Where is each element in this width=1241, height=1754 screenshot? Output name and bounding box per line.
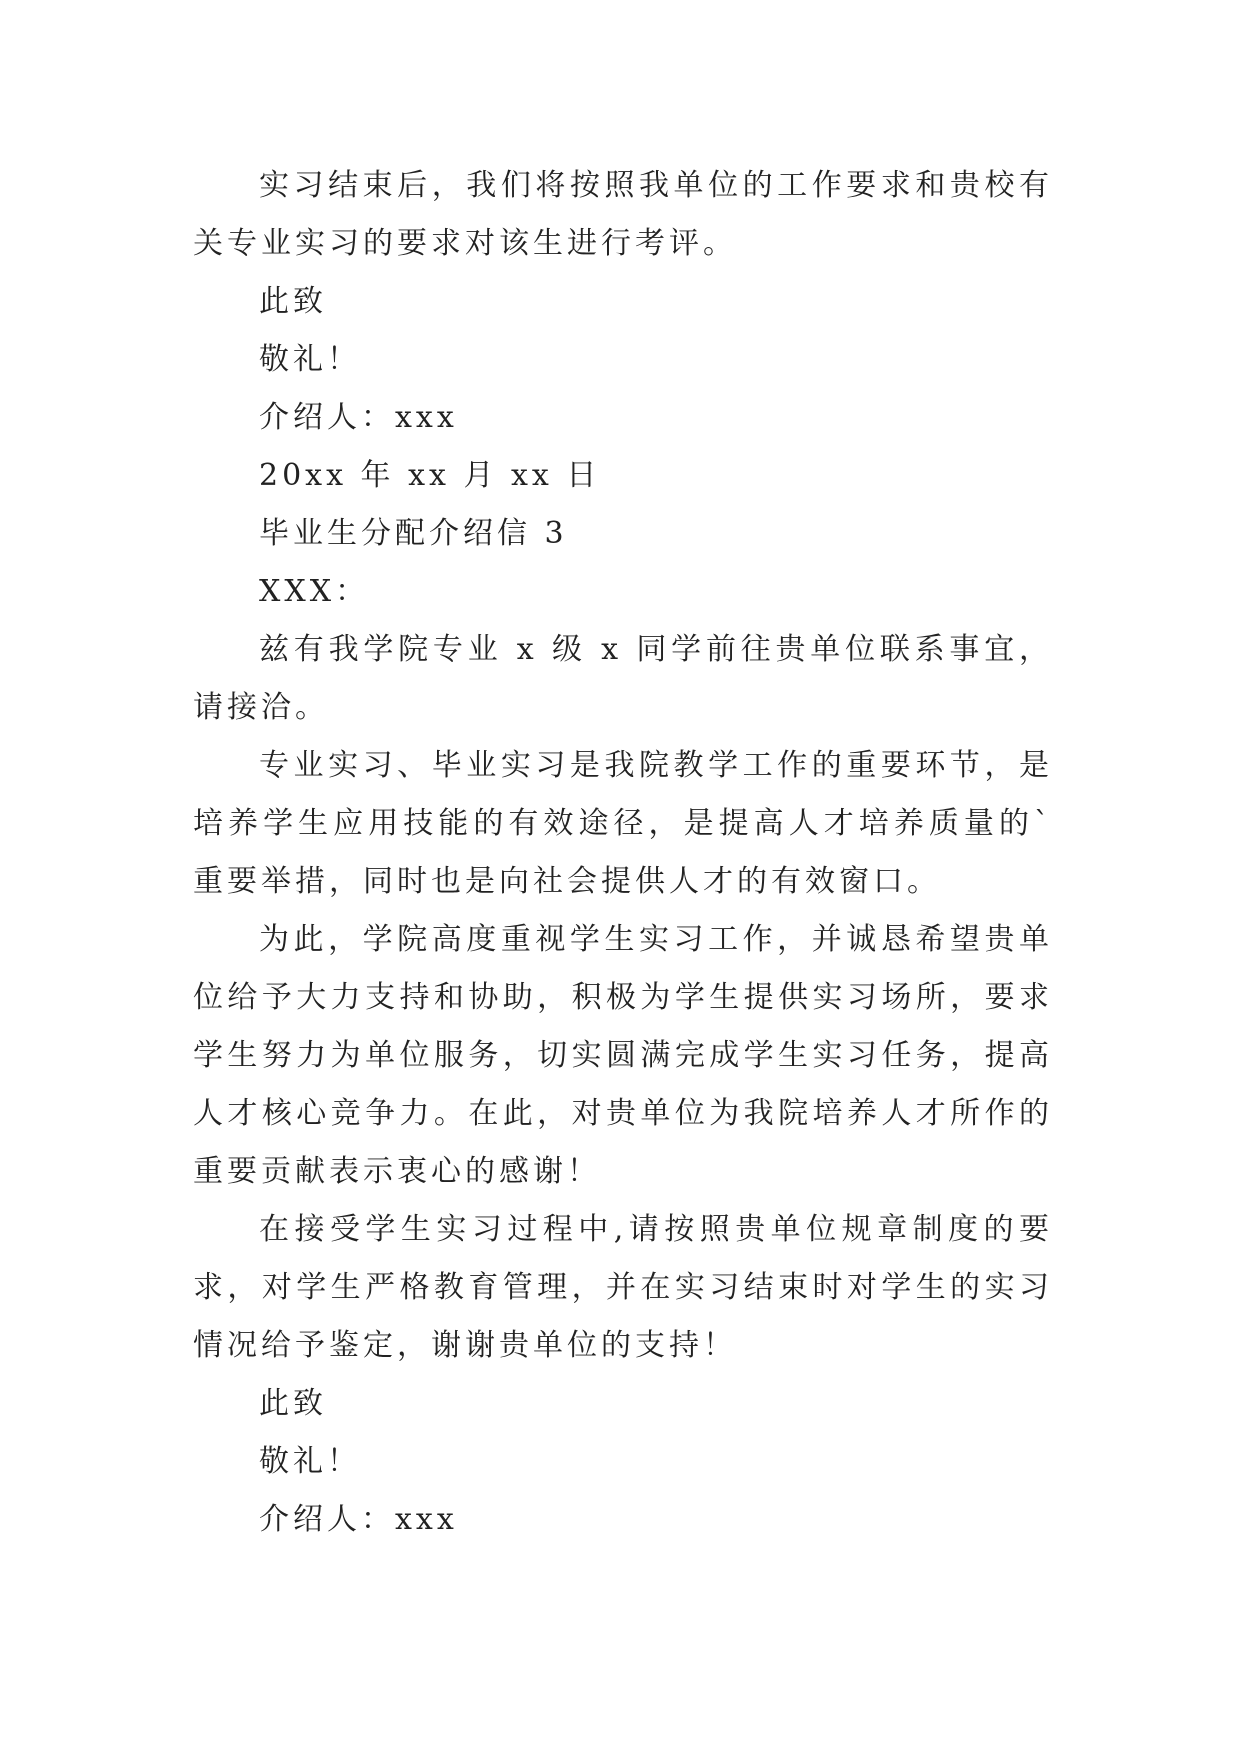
introducer-line: 介绍人：xxx xyxy=(259,400,458,435)
salutation: XXX： xyxy=(259,574,370,609)
paragraph-internship-importance: 专业实习、毕业实习是我院教学工作的重要环节，是培养学生应用技能的有效途径，是提高人才培养质量的`重要举措，同时也是向社会提供人才的有效窗口。 xyxy=(193,748,1053,899)
date-line: 20xx 年 xx 月 xx 日 xyxy=(259,458,601,493)
paragraph-introduction: 兹有我学院专业 x 级 x 同学前往贵单位联系事宜，请接洽。 xyxy=(193,632,1053,725)
closing-jingli-2: 敬礼！ xyxy=(259,1444,361,1479)
closing-jingli: 敬礼！ xyxy=(259,342,361,377)
paragraph-evaluation: 实习结束后，我们将按照我单位的工作要求和贵校有关专业实习的要求对该生进行考评。 xyxy=(193,168,1053,261)
closing-cizhi-2: 此致 xyxy=(259,1386,327,1421)
closing-cizhi: 此致 xyxy=(259,284,327,319)
letter-body xyxy=(193,157,1053,1549)
paragraph-request-support: 为此，学院高度重视学生实习工作，并诚恳希望贵单位给予大力支持和协助，积极为学生提供实习场所，要求学生努力为单位服务，切实圆满完成学生实习任务，提高人才核心竞争力。在此，对贵单位为我院培养人才所作的重要贡献表示衷心的感谢！ xyxy=(193,922,1053,1189)
paragraph-management: 在接受学生实习过程中,请按照贵单位规章制度的要求，对学生严格教育管理，并在实习结束时对学生的实习情况给予鉴定，谢谢贵单位的支持！ xyxy=(193,1212,1053,1363)
introducer-line-2: 介绍人：xxx xyxy=(259,1502,458,1537)
letter-title: 毕业生分配介绍信 3 xyxy=(259,516,568,551)
